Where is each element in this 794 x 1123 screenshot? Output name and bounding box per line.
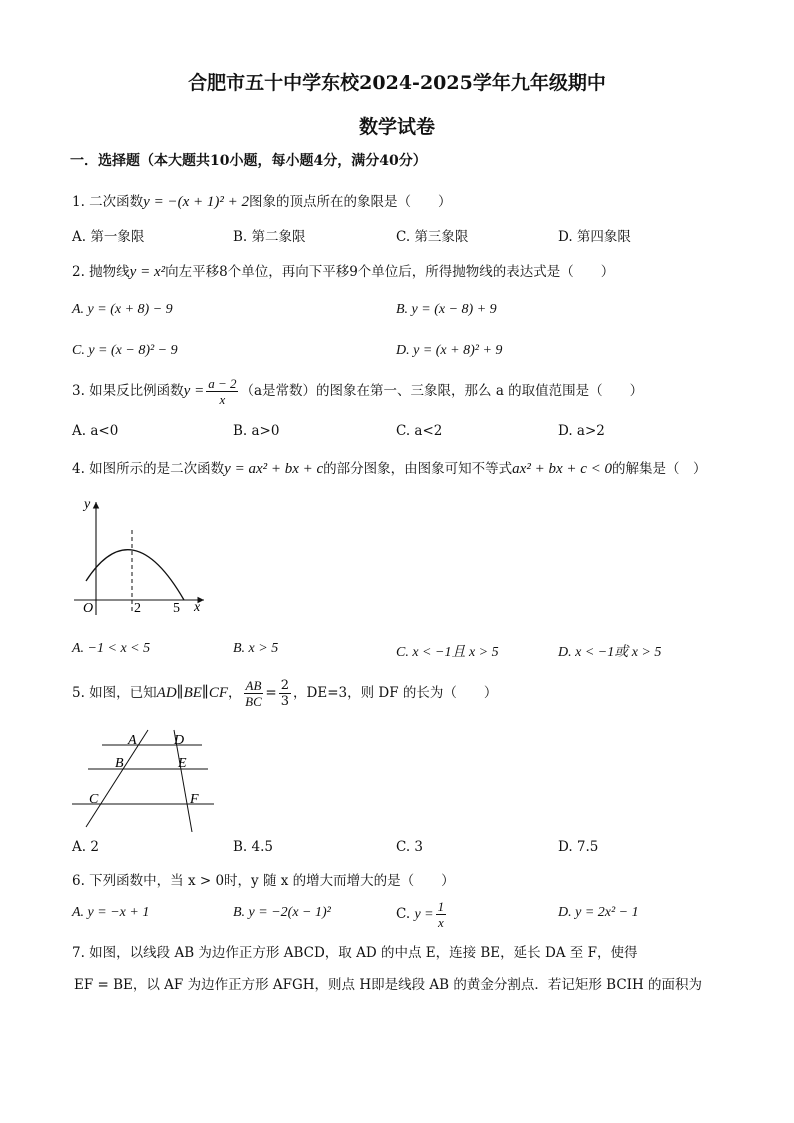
q4-tick-5: 5 — [173, 601, 180, 616]
q4-option-b: B. x > 5 — [233, 641, 279, 656]
question-7-line-1: 7. 如图，以线段 AB 为边作正方形 ABCD，取 AD 的中点 E，连接 BE，延长 DA 至 F，使得 — [72, 945, 638, 961]
q3-suffix: （a是常数）的图象在第一、三象限，那么 a 的取值范围是（ ） — [240, 383, 644, 399]
q5-parallel-lines-figure — [66, 726, 218, 832]
q4-formula: y = ax² + bx + c — [224, 461, 324, 477]
question-5 — [72, 678, 497, 709]
q5-label-a: A — [128, 733, 137, 748]
q2-option-b: B. y = (x − 8) + 9 — [396, 302, 497, 317]
q1-formula: y = −(x + 1)² + 2 — [143, 194, 249, 210]
q6-option-c-letter: C. — [396, 906, 411, 922]
q1-option-d: D. 第四象限 — [558, 229, 631, 245]
q2-option-d: D. y = (x + 8)² + 9 — [396, 343, 503, 358]
q3-option-c: C. a<2 — [396, 423, 443, 439]
q5-option-b: B. 4.5 — [233, 839, 273, 855]
q5-fraction-right — [279, 678, 291, 709]
exam-subtitle: 数学试卷 — [358, 116, 435, 138]
q5-label-e: E — [178, 756, 187, 771]
q4-parabola-curve — [86, 550, 184, 600]
q5-label-f: F — [190, 792, 199, 807]
q4-origin-label: O — [83, 601, 94, 616]
q6-option-b: B. y = −2(x − 1)² — [233, 905, 331, 920]
question-7-line-2: EF = BE，以 AF 为边作正方形 AFGH，则点 H即是线段 AB 的黄金分割点．若记矩形 BCIH 的面积为 — [74, 977, 703, 993]
q5-prefix: 5. 如图，已知 — [72, 685, 157, 701]
q4-prefix: 4. 如图所示的是二次函数 — [72, 461, 225, 477]
q5-label-d: D — [174, 733, 185, 748]
q6-option-c-fraction — [436, 899, 447, 930]
q1-option-b: B. 第二象限 — [233, 229, 306, 245]
q6-option-d: D. y = 2x² − 1 — [558, 905, 639, 920]
q5-fraction-left — [244, 678, 264, 709]
q3-prefix: 3. 如果反比例函数 — [72, 383, 184, 399]
q6-option-c-den: x — [437, 915, 444, 930]
q6-option-c-num: 1 — [437, 899, 445, 914]
q5-ratio-num: 2 — [280, 678, 290, 693]
q4-option-c: C. x < −1且 x > 5 — [396, 645, 499, 660]
q2-option-a: A. y = (x + 8) − 9 — [72, 302, 173, 317]
q5-option-d: D. 7.5 — [558, 839, 599, 855]
q4-mid: 的部分图象，由图象可知不等式 — [323, 461, 513, 477]
q6-option-c-lhs: y = — [414, 907, 434, 922]
q4-suffix: 的解集是（ ） — [612, 461, 707, 477]
q4-x-label: x — [194, 600, 201, 615]
q6-option-a: A. y = −x + 1 — [72, 905, 150, 920]
question-2 — [72, 260, 614, 281]
q1-suffix: 图象的顶点所在的象限是（ ） — [248, 194, 452, 210]
q3-fraction — [206, 376, 238, 407]
q1-option-c: C. 第三象限 — [396, 229, 469, 245]
q5-ratio-den: 3 — [280, 694, 290, 709]
q2-option-c: C. y = (x − 8)² − 9 — [72, 343, 178, 358]
q5-label-c: C — [89, 792, 99, 807]
q5-equals: = — [265, 685, 277, 701]
q1-option-a: A. 第一象限 — [72, 229, 145, 245]
question-4 — [72, 457, 707, 478]
q2-prefix: 2. 抛物线 — [72, 264, 130, 280]
q3-denominator: x — [219, 392, 226, 407]
q3-option-b: B. a>0 — [233, 423, 280, 439]
q5-label-b: B — [115, 756, 124, 771]
q1-prefix: 1. 二次函数 — [72, 194, 144, 210]
q2-formula: y = x² — [129, 264, 166, 280]
q2-suffix: 向左平移8个单位，再向下平移9个单位后，所得抛物线的表达式是（ ） — [165, 264, 615, 280]
q4-y-label: y — [84, 497, 91, 512]
q4-inequality: ax² + bx + c < 0 — [512, 461, 613, 477]
q3-lhs: y = — [183, 383, 205, 399]
q5-condition: AD∥BE∥CF — [156, 685, 229, 701]
section-heading: 一．选择题（本大题共10小题，每小题4分，满分40分） — [70, 153, 427, 169]
q5-frac-den: BC — [245, 694, 262, 709]
q3-option-d: D. a>2 — [558, 423, 605, 439]
q5-frac-num: AB — [245, 678, 262, 693]
q5-option-c: C. 3 — [396, 839, 424, 855]
question-3 — [72, 376, 643, 407]
q5-comma: ， — [228, 685, 242, 701]
q4-option-d: D. x < −1或 x > 5 — [558, 645, 662, 660]
q3-option-a: A. a<0 — [72, 423, 119, 439]
q4-option-a: A. −1 < x < 5 — [72, 641, 151, 656]
q4-tick-2: 2 — [134, 601, 141, 616]
q3-numerator: a − 2 — [208, 376, 237, 391]
q5-option-a: A. 2 — [72, 839, 99, 855]
q5-suffix: ，DE=3，则 DF 的长为（ ） — [293, 685, 498, 701]
q6-option-c — [396, 899, 448, 930]
question-6: 6. 下列函数中，当 x > 0时，y 随 x 的增大而增大的是（ ） — [72, 873, 455, 889]
q4-parabola-graph — [66, 490, 216, 622]
exam-title: 合肥市五十中学东校2024-2025学年九年级期中 — [188, 72, 606, 94]
question-1 — [72, 190, 451, 211]
